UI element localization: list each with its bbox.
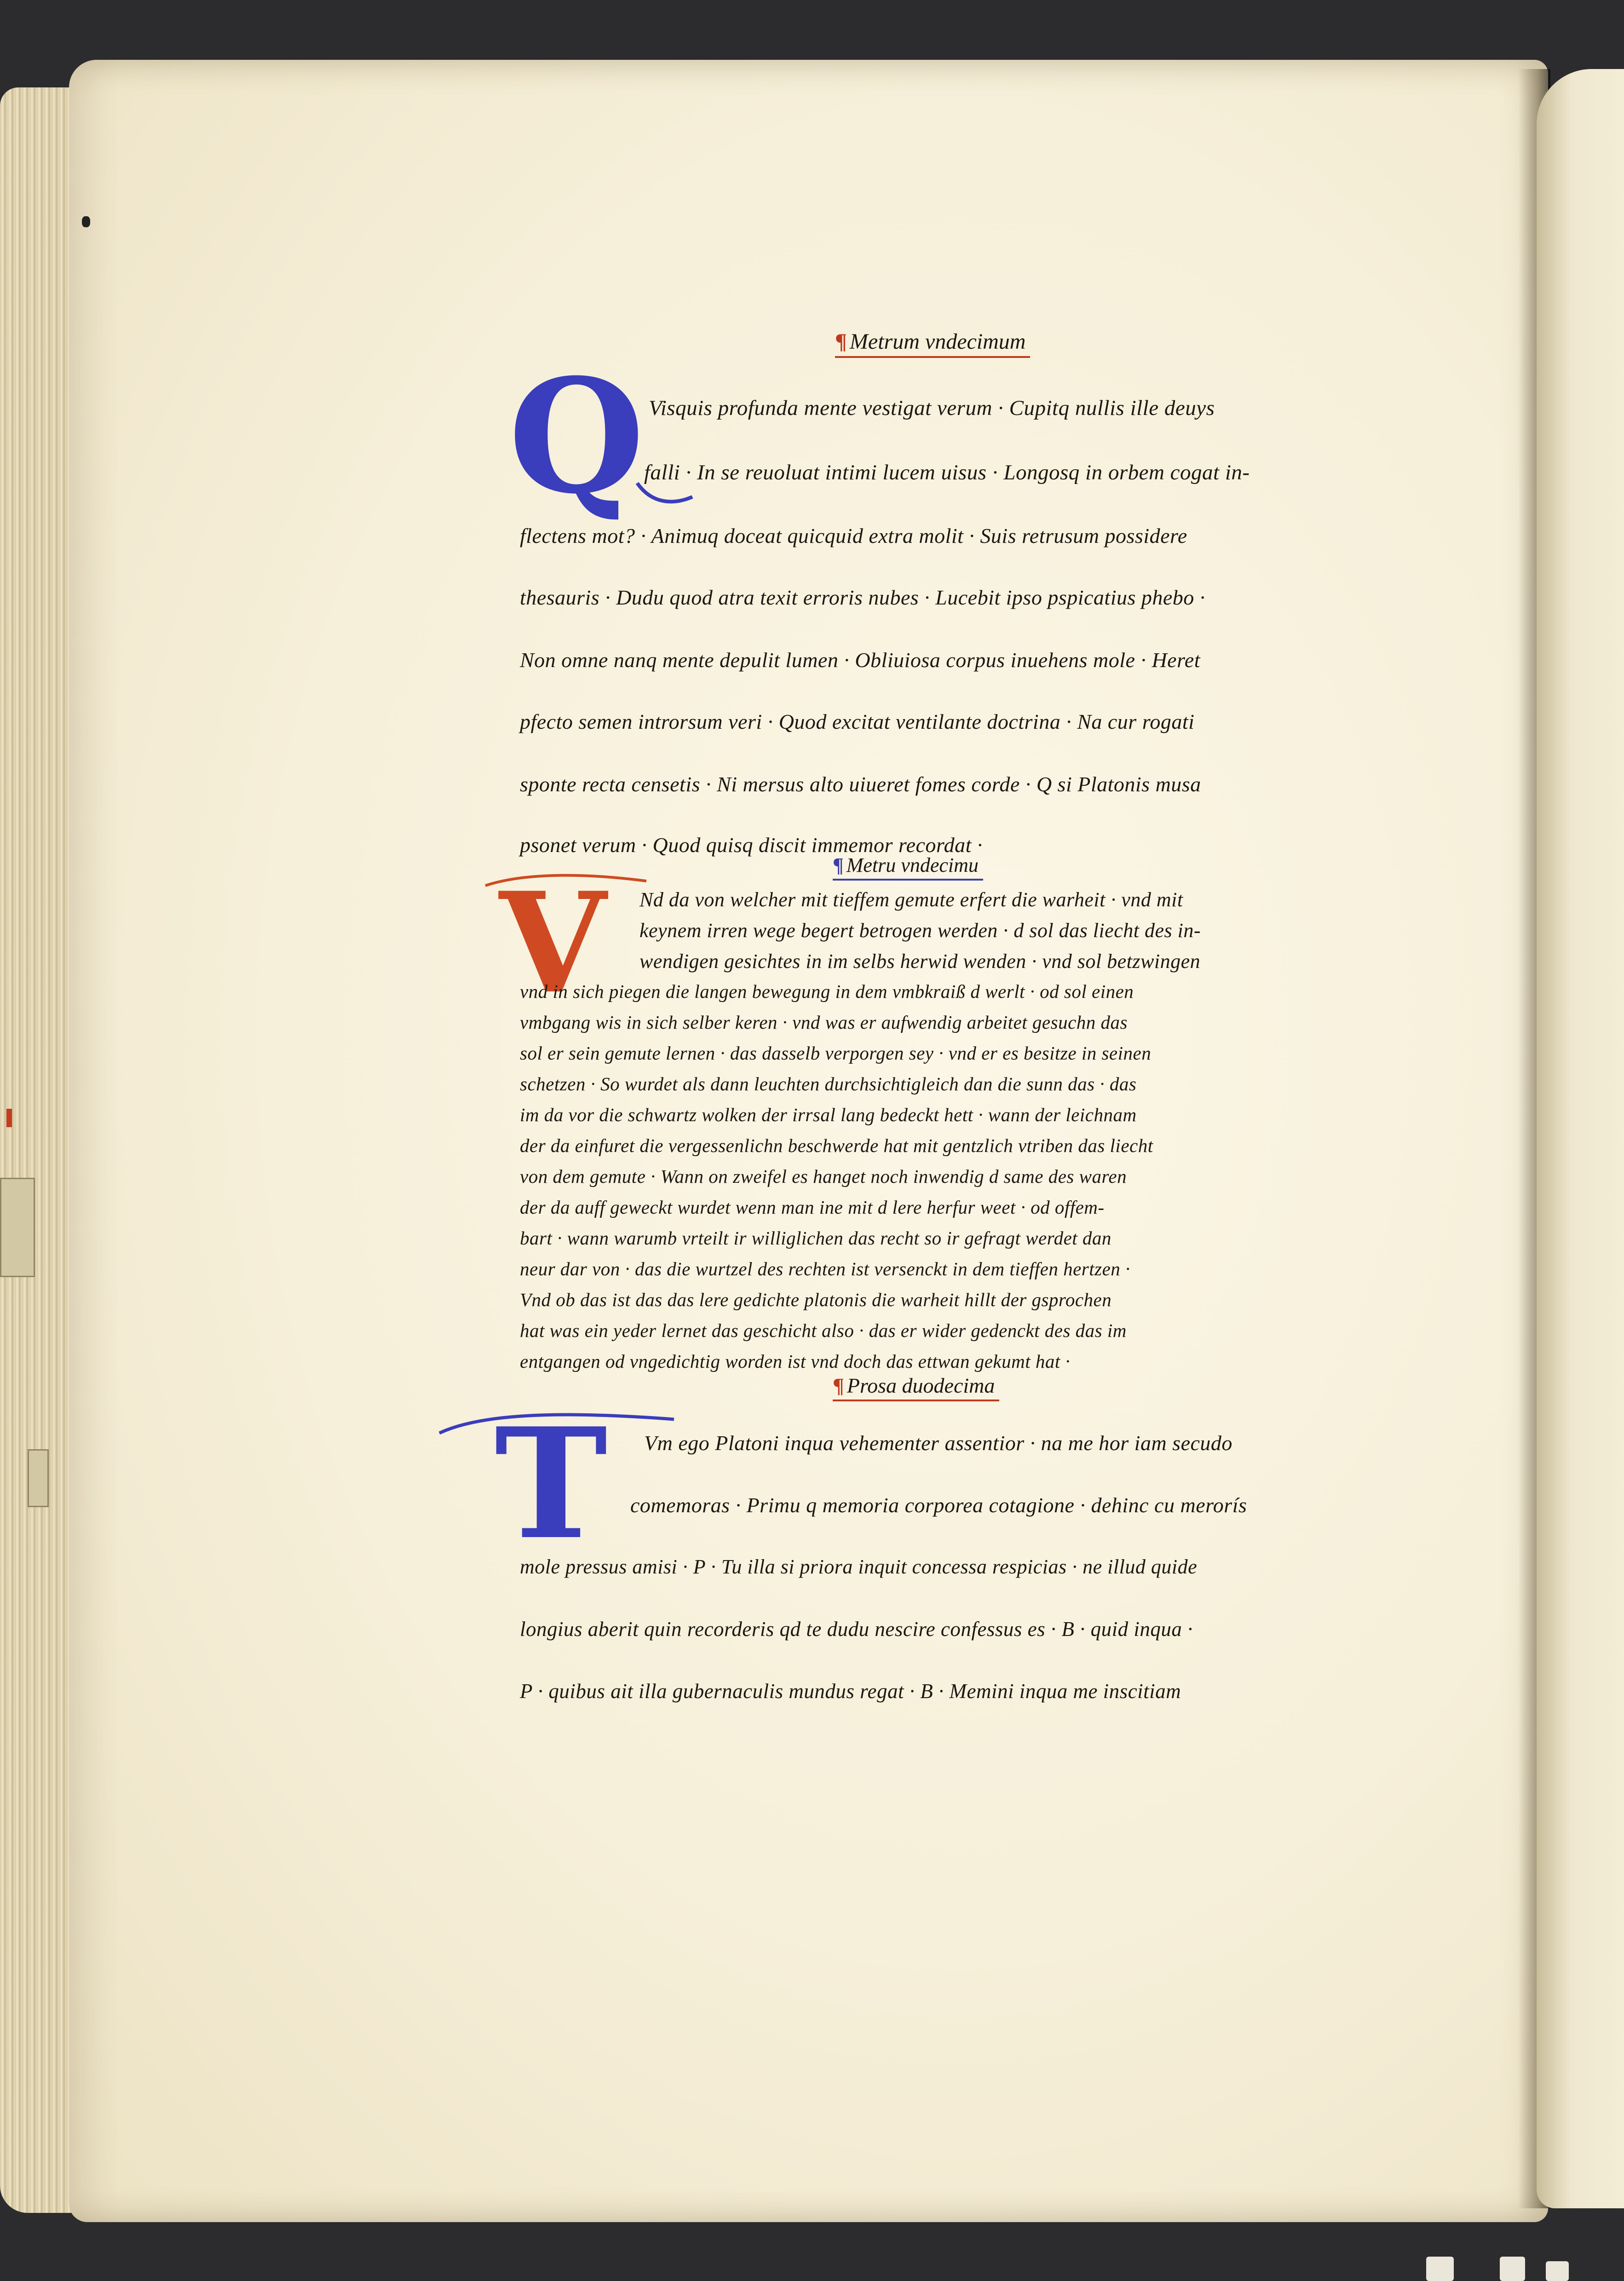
text-line: schetzen · So wurdet als dann leuchten durchsichtigleich dan die sunn das · das: [520, 1073, 1137, 1094]
text-line: vmbgang wis in sich selber keren · vnd was er aufwendig arbeitet gesuchn das: [520, 1012, 1128, 1033]
text-line: wendigen gesichtes in im selbs herwid wenden · vnd sol betzwingen: [639, 950, 1201, 973]
text-line: im da vor die schwartz wolken der irrsal lang bedeckt hett · wann der leichnam: [520, 1104, 1137, 1125]
initial-q: Q: [508, 345, 645, 529]
text-line: psonet verum · Quod quisq discit immemor recordat ·: [520, 833, 983, 857]
text-line: pfecto semen introrsum veri · Quod excitat ventilante doctrina · Na cur rogati: [520, 710, 1195, 733]
text-line: flectens mot? · Animuq doceat quicquid extra molit · Suis retrusum possidere: [520, 524, 1187, 547]
text-line: falli · In se reuoluat intimi lucem uisus · Longosq in orbem cogat in-: [644, 461, 1250, 484]
rubric-underline: [833, 1400, 999, 1401]
ink-dot: [82, 216, 90, 227]
text-line: der da auff geweckt wurdet wenn man ine mit d lere herfur weet · od offem-: [520, 1197, 1105, 1218]
facing-page-edge: [1537, 69, 1624, 2208]
bookmark-tab: [28, 1449, 49, 1507]
page-clip: [1546, 2261, 1569, 2281]
text-line: comemoras · Primu q memoria corporea cotagione · dehinc cu merorís: [630, 1493, 1247, 1517]
page-clip: [1426, 2257, 1454, 2281]
text-line: Vnd ob das ist das das lere gedichte platonis die warheit hillt der gsprochen: [520, 1289, 1112, 1310]
bookmark-tab: [0, 1178, 35, 1277]
pilcrow-icon: ¶: [833, 1374, 844, 1397]
pilcrow-icon: ¶: [835, 329, 847, 354]
text-line: thesauris · Dudu quod atra texit erroris nubes · Lucebit ipso pspicatius phebo ·: [520, 586, 1205, 609]
edge-mark: [6, 1109, 12, 1127]
text-line: sol er sein gemute lernen · das dasselb verporgen sey · vnd er es besitze in seinen: [520, 1043, 1152, 1064]
text-line: der da einfuret die vergessenlichn beschwerde hat mit gentzlich vtriben das liecht: [520, 1135, 1153, 1156]
text-line: keynem irren wege begert betrogen werden · d sol das liecht des in-: [639, 919, 1201, 942]
text-line: P · quibus ait illa gubernaculis mundus regat · B · Memini inqua me inscitiam: [520, 1680, 1181, 1703]
text-line: Vm ego Platoni inqua vehementer assentior · na me hor iam secudo: [644, 1431, 1232, 1455]
text-line: Visquis profunda mente vestigat verum · Cupitq nullis ille deuys: [649, 396, 1215, 420]
text-line: Nd da von welcher mit tieffem gemute erfert die warheit · vnd mit: [639, 888, 1183, 911]
rubric-underline: [833, 879, 983, 881]
text-line: longius aberit quin recorderis qd te dudu nescire confessus es · B · quid inqua ·: [520, 1618, 1193, 1641]
text-line: sponte recta censetis · Ni mersus alto uiueret fomes corde · Q si Platonis musa: [520, 772, 1201, 796]
text-line: hat was ein yeder lernet das geschicht also · das er wider gedenckt des das im: [520, 1320, 1127, 1341]
text-line: entgangen od vngedichtig worden ist vnd doch das ettwan gekumt hat ·: [520, 1351, 1071, 1372]
heading-metrum-latin: ¶ Metrum vndecimum: [835, 329, 1025, 354]
heading-prosa: ¶ Prosa duodecima: [833, 1373, 995, 1398]
pilcrow-icon: ¶: [833, 854, 844, 876]
page-clip: [1500, 2257, 1525, 2281]
initial-t: T: [495, 1394, 608, 1573]
text-line: bart · wann warumb vrteilt ir williglichen das recht so ir gefragt werdet dan: [520, 1227, 1111, 1249]
rubric-underline: [835, 356, 1030, 358]
text-line: vnd in sich piegen die langen bewegung in dem vmbkraiß d werlt · od sol einen: [520, 981, 1134, 1002]
text-line: neur dar von · das die wurtzel des rechten ist versenckt in dem tieffen hertzen ·: [520, 1258, 1130, 1279]
initial-v: V: [499, 862, 606, 1024]
heading-metrum-german: ¶ Metru vndecimu: [833, 853, 979, 877]
text-line: mole pressus amisi · P · Tu illa si priora inquit concessa respicias · ne illud quide: [520, 1555, 1198, 1578]
text-line: von dem gemute · Wann on zweifel es hanget noch inwendig d same des waren: [520, 1166, 1127, 1187]
text-line: Non omne nanq mente depulit lumen · Obliuiosa corpus inuehens mole · Heret: [520, 648, 1200, 672]
